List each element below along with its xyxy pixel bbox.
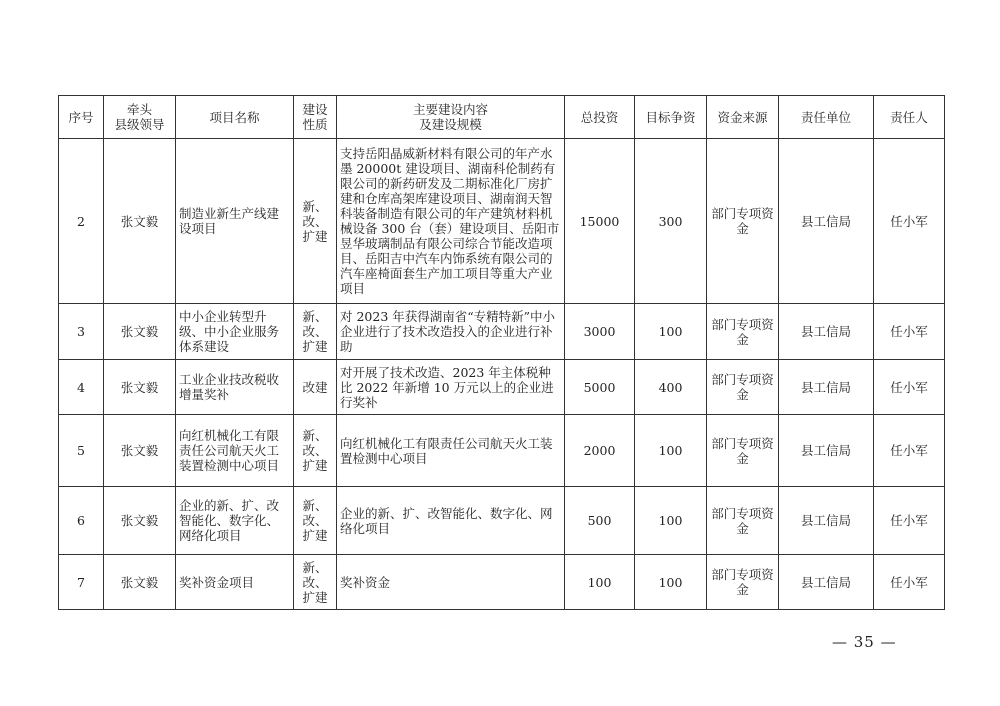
cell-target: 100 [635, 415, 707, 487]
cell-content: 支持岳阳晶威新材料有限公司的年产水墨 20000t 建设项目、湖南科伦制药有限公司的新药研发及二期标准化厂房扩建和仓库高架库建设项目、湖南润天智科装备制造有限公司的年产建筑材料机械设备 300 台（套）建设项目、岳阳市昱华玻璃制品有限公司综合节能改造项目、岳阳吉中汽车内饰系统有限公司的汽车座椅面套生产加工项目等重大产业项目 [337, 139, 565, 304]
cell-no: 5 [59, 415, 104, 487]
cell-unit: 县工信局 [779, 360, 874, 415]
cell-target: 100 [635, 487, 707, 555]
header-cell: 建设 性质 [294, 96, 337, 139]
table-row [59, 304, 945, 360]
cell-total: 100 [565, 555, 635, 610]
cell-target: 100 [635, 304, 707, 360]
cell-person: 任小军 [874, 555, 945, 610]
header-cell: 责任人 [874, 96, 945, 139]
header-cell: 牵头 县级领导 [104, 96, 176, 139]
cell-project-name: 企业的新、扩、改智能化、数字化、网络化项目 [176, 487, 294, 555]
cell-person: 任小军 [874, 487, 945, 555]
cell-nature: 新、改、扩建 [294, 139, 337, 304]
cell-person: 任小军 [874, 415, 945, 487]
cell-unit: 县工信局 [779, 139, 874, 304]
cell-nature: 新、改、扩建 [294, 415, 337, 487]
cell-no: 3 [59, 304, 104, 360]
cell-source: 部门专项资金 [707, 555, 779, 610]
cell-leader: 张文毅 [104, 304, 176, 360]
cell-no: 6 [59, 487, 104, 555]
cell-nature: 新、改、扩建 [294, 487, 337, 555]
cell-project-name: 制造业新生产线建设项目 [176, 139, 294, 304]
cell-nature: 改建 [294, 360, 337, 415]
cell-content: 向红机械化工有限责任公司航天火工装置检测中心项目 [337, 415, 565, 487]
cell-project-name: 奖补资金项目 [176, 555, 294, 610]
cell-nature: 新、改、扩建 [294, 304, 337, 360]
cell-total: 5000 [565, 360, 635, 415]
cell-total: 3000 [565, 304, 635, 360]
cell-total: 2000 [565, 415, 635, 487]
table-row [59, 139, 945, 304]
table-row [59, 360, 945, 415]
header-cell: 主要建设内容 及建设规模 [337, 96, 565, 139]
cell-leader: 张文毅 [104, 555, 176, 610]
cell-no: 4 [59, 360, 104, 415]
cell-leader: 张文毅 [104, 139, 176, 304]
cell-nature: 新、改、扩建 [294, 555, 337, 610]
cell-no: 7 [59, 555, 104, 610]
cell-project-name: 向红机械化工有限责任公司航天火工装置检测中心项目 [176, 415, 294, 487]
cell-unit: 县工信局 [779, 415, 874, 487]
cell-person: 任小军 [874, 139, 945, 304]
cell-person: 任小军 [874, 360, 945, 415]
cell-target: 300 [635, 139, 707, 304]
cell-unit: 县工信局 [779, 487, 874, 555]
header-cell: 目标争资 [635, 96, 707, 139]
header-row [59, 96, 945, 139]
header-cell: 序号 [59, 96, 104, 139]
table-row [59, 487, 945, 555]
cell-unit: 县工信局 [779, 555, 874, 610]
table-row [59, 415, 945, 487]
cell-content: 奖补资金 [337, 555, 565, 610]
page-number: — 35 — [832, 633, 897, 651]
cell-content: 企业的新、扩、改智能化、数字化、网络化项目 [337, 487, 565, 555]
cell-no: 2 [59, 139, 104, 304]
header-cell: 项目名称 [176, 96, 294, 139]
cell-source: 部门专项资金 [707, 415, 779, 487]
cell-total: 15000 [565, 139, 635, 304]
cell-source: 部门专项资金 [707, 487, 779, 555]
cell-target: 100 [635, 555, 707, 610]
cell-content: 对开展了技术改造、2023 年主体税种比 2022 年新增 10 万元以上的企业进行奖补 [337, 360, 565, 415]
cell-leader: 张文毅 [104, 487, 176, 555]
project-table [58, 95, 945, 610]
cell-source: 部门专项资金 [707, 360, 779, 415]
cell-source: 部门专项资金 [707, 139, 779, 304]
cell-content: 对 2023 年获得湖南省“专精特新”中小企业进行了技术改造投入的企业进行补助 [337, 304, 565, 360]
table-row [59, 555, 945, 610]
cell-person: 任小军 [874, 304, 945, 360]
cell-target: 400 [635, 360, 707, 415]
cell-source: 部门专项资金 [707, 304, 779, 360]
cell-leader: 张文毅 [104, 360, 176, 415]
cell-total: 500 [565, 487, 635, 555]
header-cell: 资金来源 [707, 96, 779, 139]
cell-unit: 县工信局 [779, 304, 874, 360]
header-cell: 总投资 [565, 96, 635, 139]
header-cell: 责任单位 [779, 96, 874, 139]
cell-leader: 张文毅 [104, 415, 176, 487]
cell-project-name: 中小企业转型升级、中小企业服务体系建设 [176, 304, 294, 360]
cell-project-name: 工业企业技改税收增量奖补 [176, 360, 294, 415]
